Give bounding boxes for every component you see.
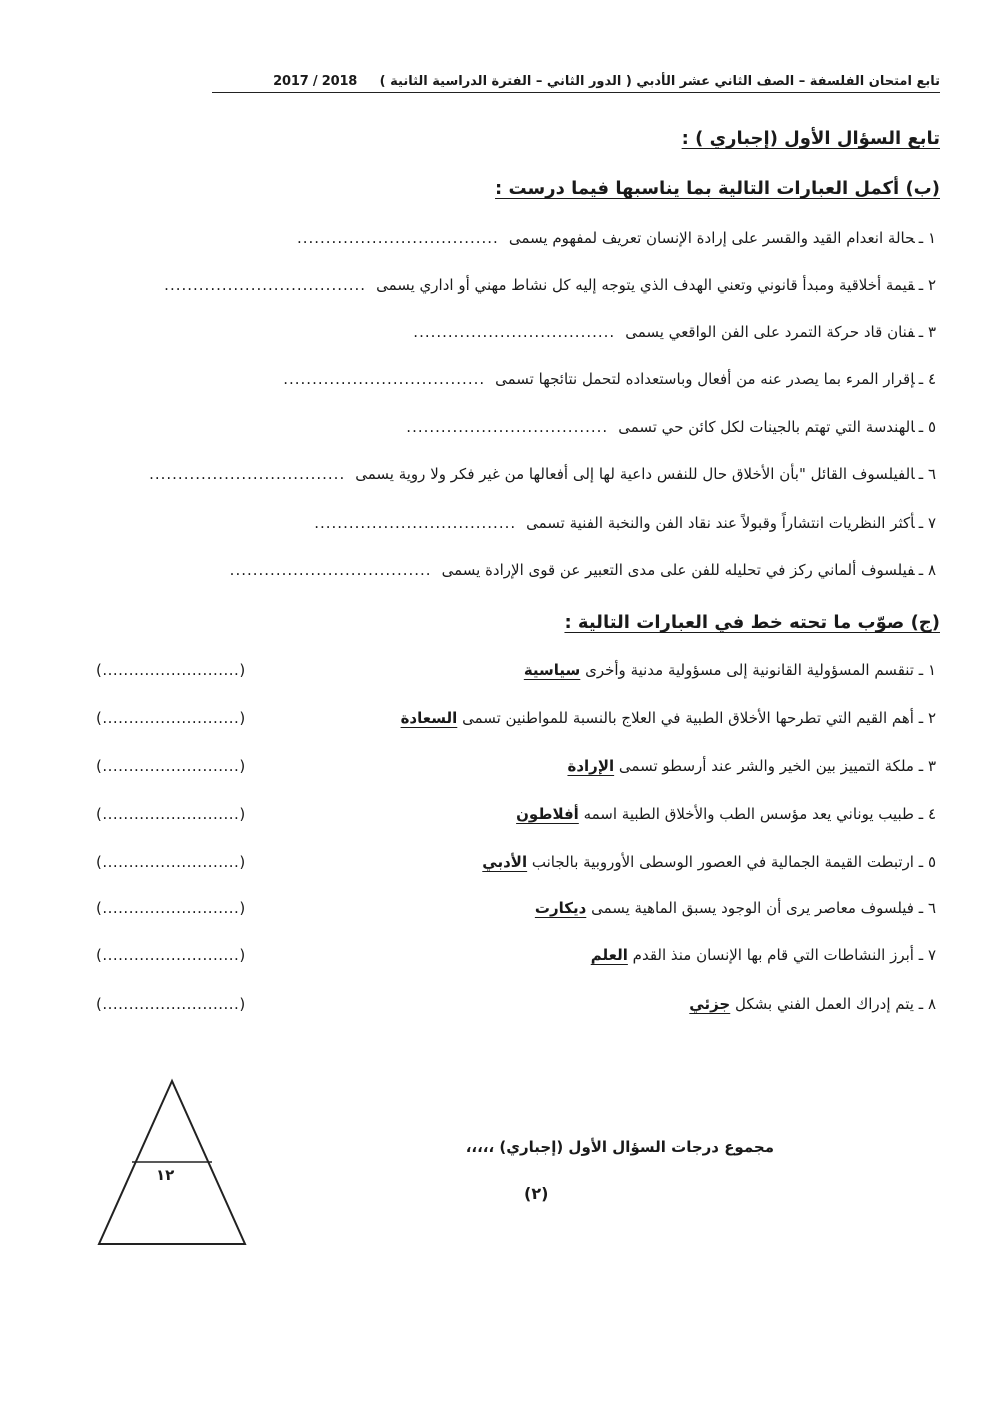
underlined-word: أفلاطون [516,805,579,823]
section-c-item-7: ٧ ـ أبرز النشاطات التي قام بها الإنسان منذ القدم العلم (..........................) [96,946,936,964]
section-c-item-6: ٦ ـ فيلسوف معاصر يرى أن الوجود يسبق الماهية يسمى ديكارت (..........................) [96,899,936,917]
correction-blank[interactable]: (..........................) [96,853,246,871]
correction-blank[interactable]: (..........................) [96,661,246,679]
correction-blank[interactable]: (..........................) [96,995,246,1013]
section-c-item-3: ٣ ـ ملكة التمييز بين الخير والشر عند أرسطو تسمى الإرادة (..........................) [96,757,936,775]
section-b-title: (ب) أكمل العبارات التالية بما يناسبها فيما درست : [495,178,940,199]
question-total: مجموع درجات السؤال الأول (إجباري) ،،،،، [465,1138,774,1156]
answer-blank[interactable]: ................................... [164,276,367,294]
section-c-title: (ج) صوّب ما تحته خط في العبارات التالية : [564,612,940,633]
underlined-word: سياسية [523,661,581,679]
grade-triangle [96,1078,248,1248]
underlined-word: الإرادة [567,757,615,775]
answer-blank[interactable]: ................................... [296,229,499,247]
section-b-item-1: ١ ـحالة انعدام القيد والقسر على إرادة الإنسان تعريف لمفهوم يسمى................................... [296,229,936,247]
answer-blank[interactable]: ................................... [413,323,616,341]
page-number: (٢) [524,1184,549,1203]
underlined-word: جزئي [689,995,731,1013]
answer-blank[interactable]: ................................... [314,514,517,532]
section-c-item-4: ٤ ـ طبيب يوناني يعد مؤسس الطب والأخلاق الطبية اسمه أفلاطون (..........................) [96,805,936,823]
exam-header-title: تابع امتحان الفلسفة – الصف الثاني عشر الأدبي ( الدور الثاني – الفترة الدراسية الثانية ) [379,74,940,89]
section-b-item-8: ٨ ـفيلسوف ألماني ركز في تحليله للفن على مدى التعبير عن قوى الإرادة يسمى................................... [229,561,936,579]
correction-blank[interactable]: (..........................) [96,757,246,775]
underlined-word: السعادة [400,709,458,727]
triangle-icon [96,1078,248,1248]
correction-blank[interactable]: (..........................) [96,946,246,964]
correction-blank[interactable]: (..........................) [96,899,246,917]
underlined-word: ديكارت [534,899,587,917]
answer-blank[interactable]: ................................... [229,561,432,579]
section-b-item-2: ٢ ـقيمة أخلاقية ومبدأ قانوني وتعني الهدف الذي يتوجه إليه كل نشاط مهني أو اداري يسمى................................... [164,276,936,294]
exam-header-years: 2017 / 2018 [273,74,358,89]
answer-blank[interactable]: .................................. [149,465,346,483]
correction-blank[interactable]: (..........................) [96,805,246,823]
section-c-item-2: ٢ ـ أهم القيم التي تطرحها الأخلاق الطبية في العلاج بالنسبة للمواطنين تسمى السعادة (..........................) [96,709,936,727]
main-question-title: تابع السؤال الأول (إجباري ) : [681,128,940,149]
underlined-word: العلم [590,946,628,964]
section-c-item-8: ٨ ـ يتم إدراك العمل الفني بشكل جزئي (..........................) [96,995,936,1013]
answer-blank[interactable]: ................................... [283,370,486,388]
section-b-item-5: ٥ ـالهندسة التي تهتم بالجينات لكل كائن حي تسمى................................... [406,418,936,436]
underlined-word: الأدبي [482,853,528,871]
section-b-item-4: ٤ ـإقرار المرء بما يصدر عنه من أفعال وباستعداده لتحمل نتائجها تسمى................................... [283,370,936,388]
section-b-item-6: ٦ ـالفيلسوف القائل "بأن الأخلاق حال للنفس داعية لها إلى أفعالها من غير فكر ولا روية يسمى.................................. [149,465,936,483]
exam-header [212,74,940,93]
answer-blank[interactable]: ................................... [406,418,609,436]
correction-blank[interactable]: (..........................) [96,709,246,727]
section-c-item-5: ٥ ـ ارتبطت القيمة الجمالية في العصور الوسطى الأوروبية بالجانب الأدبي (..........................) [96,853,936,871]
section-b-item-7: ٧ ـأكثر النظريات انتشاراً وقبولاً عند نقاد الفن والنخبة الفنية تسمى................................... [314,514,936,532]
grade-value: ١٢ [156,1166,175,1184]
section-b-item-3: ٣ ـفنان قاد حركة التمرد على الفن الواقعي يسمى................................... [413,323,936,341]
section-c-item-1: ١ ـ تنقسم المسؤولية القانونية إلى مسؤولية مدنية وأخرى سياسية (..........................) [96,661,936,679]
